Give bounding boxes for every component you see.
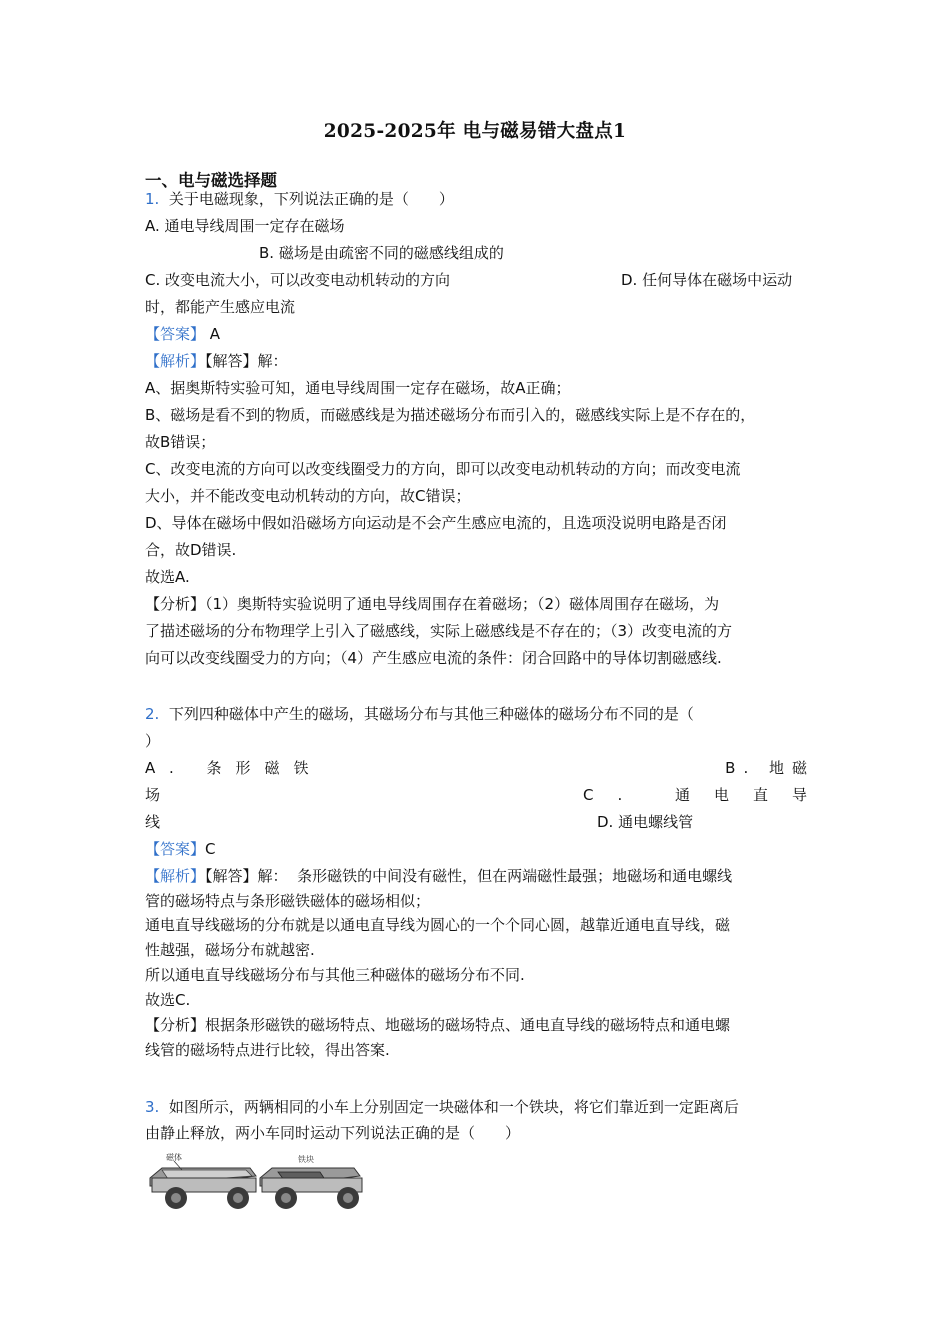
- q2-choice: 故选C.: [145, 991, 191, 1009]
- left-cart: [150, 1152, 256, 1209]
- q1-summary-1: 【分析】（1）奥斯特实验说明了通电导线周围存在着磁场；（2）磁体周围存在磁场，为: [145, 595, 720, 613]
- q2-answer-line: [145, 838, 815, 860]
- q1-option-d: D. 任何导体在磁场中运动: [621, 271, 793, 289]
- q2-number: 2.: [145, 705, 160, 723]
- q2-answer: C: [205, 840, 216, 858]
- q1-option-d-cont: 时，都能产生感应电流: [145, 298, 296, 316]
- q1-answer: A: [209, 325, 221, 343]
- q2-option-b-cont: 场: [145, 786, 161, 804]
- q1-analysis-c: C、改变电流的方向可以改变线圈受力的方向，即可以改变电动机转动的方向；而改变电流: [145, 460, 741, 478]
- q1-option-a: A. 通电导线周围一定存在磁场: [145, 217, 345, 235]
- q2-option-b: B. 地磁: [725, 759, 815, 777]
- q2-analysis-4: 性越强，磁场分布就越密.: [145, 941, 315, 959]
- q2-summary-2: 线管的磁场特点进行比较，得出答案.: [145, 1041, 390, 1059]
- q1-answer-tag: 【答案】: [145, 325, 206, 343]
- q2-option-c: C. 通电直导: [582, 786, 831, 804]
- q1-analysis-tag: 【解析】: [145, 352, 206, 370]
- q3-stem-line-1: [145, 1096, 815, 1118]
- q2-answer-tag: 【答案】: [145, 840, 206, 858]
- q2-analysis-1: 条形磁铁的中间没有磁性，但在两端磁性最强；地磁场和通电螺线: [297, 867, 733, 885]
- q1-summary-2: 了描述磁场的分布物理学上引入了磁感线，实际上磁感线是不存在的；（3）改变电流的方: [145, 622, 733, 640]
- q1-analysis-b-cont: 故B错误；: [145, 433, 216, 451]
- q2-option-a: A. 条形磁铁: [145, 759, 323, 777]
- q1-option-c: C. 改变电流大小，可以改变电动机转动的方向: [145, 271, 451, 289]
- q2-analysis-5: 所以通电直导线磁场分布与其他三种磁体的磁场分布不同.: [145, 966, 525, 984]
- q1-analysis-head: 【解答】解：: [205, 352, 288, 370]
- q1-analysis-d: D、导体在磁场中假如沿磁场方向运动是不会产生感应电流的，且选项没说明电路是否闭: [145, 514, 727, 532]
- q1-analysis-b: B、磁场是看不到的物质，而磁感线是为描述磁场分布而引入的，磁感线实际上是不存在的，: [145, 406, 756, 424]
- q2-analysis-tag: 【解析】: [145, 867, 206, 885]
- q1-analysis-line: [145, 350, 815, 372]
- q2-options-row-2: [145, 784, 831, 806]
- q1-analysis-d-cont: 合，故D错误.: [145, 541, 237, 559]
- q1-number: 1.: [145, 190, 160, 208]
- q3-stem-1: 如图所示，两辆相同的小车上分别固定一块磁体和一个铁块，将它们靠近到一定距离后: [168, 1098, 739, 1116]
- q1-stem: 关于电磁现象，下列说法正确的是（ ）: [168, 190, 454, 208]
- fig-label-magnet: 磁体: [166, 1153, 182, 1162]
- q1-answer-line: [145, 323, 815, 345]
- q2-analysis-2: 管的磁场特点与条形磁铁磁体的磁场相似；: [145, 892, 431, 910]
- q3-number: 3.: [145, 1098, 160, 1116]
- section-heading: 一、电与磁选择题: [145, 171, 277, 190]
- q1-choice: 故选A.: [145, 568, 190, 586]
- q1-analysis-a: A、据奥斯特实验可知，通电导线周围一定存在磁场，故A正确；: [145, 379, 571, 397]
- q1-summary-3: 向可以改变线圈受力的方向；（4）产生感应电流的条件：闭合回路中的导体切割磁感线.: [145, 649, 722, 667]
- q1-option-b: B. 磁场是由疏密不同的磁感线组成的: [259, 244, 504, 262]
- q2-stem-line: [145, 703, 815, 725]
- q2-analysis-3: 通电直导线磁场的分布就是以通电直导线为圆心的一个个同心圆，越靠近通电直导线，磁: [145, 916, 731, 934]
- q1-analysis-c-cont: 大小，并不能改变电动机转动的方向，故C错误；: [145, 487, 471, 505]
- q2-stem: 下列四种磁体中产生的磁场，其磁场分布与其他三种磁体的磁场分布不同的是（: [168, 705, 694, 723]
- right-cart: [260, 1154, 362, 1209]
- q2-option-c-cont: 线: [145, 813, 161, 831]
- fig-label-iron: 铁块: [298, 1155, 314, 1164]
- q2-analysis-head: 【解答】解：: [205, 867, 288, 885]
- q2-summary-1: 【分析】根据条形磁铁的磁场特点、地磁场的磁场特点、通电直导线的磁场特点和通电螺: [145, 1016, 731, 1034]
- page-title: 2025-2025年 电与磁易错大盘点1: [323, 121, 627, 142]
- q3-stem-line-2: 由静止释放，两小车同时运动下列说法正确的是（ ）: [145, 1124, 521, 1142]
- q2-stem-end: ）: [145, 732, 161, 750]
- q1-stem-line: [145, 188, 815, 210]
- q3-figure-carts: [148, 1148, 366, 1220]
- q2-analysis-line: [145, 865, 815, 887]
- q2-option-d: D. 通电螺线管: [597, 813, 694, 831]
- q2-options-row-1: [145, 757, 815, 779]
